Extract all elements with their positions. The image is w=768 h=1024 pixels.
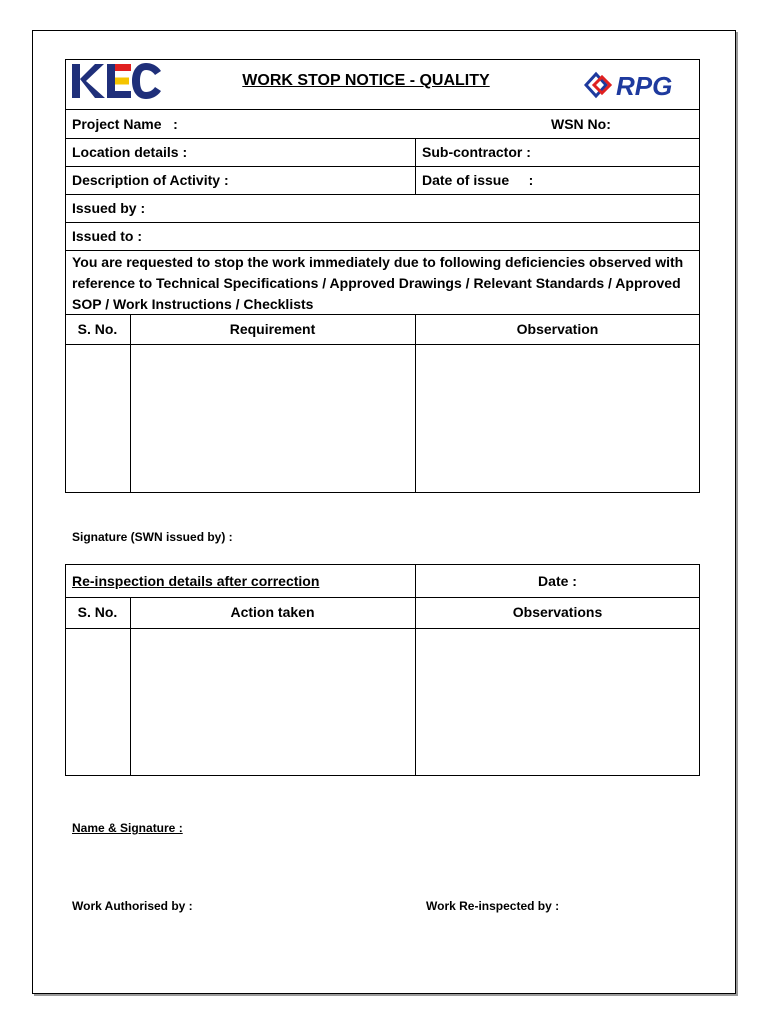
column-divider [415, 314, 416, 493]
table1-header-requirement: Requirement [229, 321, 316, 337]
project-name-label: Project Name : [72, 116, 178, 132]
table-header-divider [65, 344, 700, 345]
table2-header-sno: S. No. [77, 604, 118, 620]
notice-text: You are requested to stop the work immediately due to following deficiencies observed with reference to Technical Specifications / Approved Drawings / Relevant Standards / Approved SOP / Work Instructions / Checklists [72, 254, 684, 312]
document-title: WORK STOP NOTICE - QUALITY [242, 72, 490, 89]
column-divider [130, 597, 131, 776]
work-authorised-label: Work Authorised by : [72, 899, 193, 913]
date-of-issue-label: Date of issue : [422, 172, 534, 188]
table1-header-observation: Observation [516, 321, 599, 337]
column-divider [130, 314, 131, 493]
column-divider [415, 138, 416, 195]
table2-header-action-taken: Action taken [230, 604, 315, 620]
reinspection-date-label: Date : [538, 573, 577, 589]
name-signature-label: Name & Signature : [72, 821, 183, 835]
row-divider [65, 222, 700, 223]
row-divider [65, 138, 700, 139]
column-divider [415, 564, 416, 776]
description-label: Description of Activity : [72, 172, 229, 188]
reinspection-table [65, 564, 700, 776]
row-divider [65, 597, 700, 598]
issued-by-label: Issued by : [72, 200, 146, 216]
table1-header-sno: S. No. [77, 321, 118, 337]
kec-logo [71, 62, 163, 100]
issued-to-label: Issued to : [72, 228, 143, 244]
work-reinspected-label: Work Re-inspected by : [426, 899, 560, 913]
row-divider [65, 628, 700, 629]
wsn-no-label: WSN No: [551, 116, 611, 132]
deficiency-table [65, 314, 700, 493]
subcontractor-label: Sub-contractor : [422, 144, 531, 160]
row-divider [65, 166, 700, 167]
reinspection-title: Re-inspection details after correction [72, 573, 320, 589]
row-divider [65, 194, 700, 195]
location-label: Location details : [72, 144, 188, 160]
rpg-logo [584, 70, 698, 100]
rpg-logo-text: RPG [616, 71, 673, 100]
signature-swn-label: Signature (SWN issued by) : [72, 530, 233, 544]
table2-header-observations: Observations [512, 604, 603, 620]
